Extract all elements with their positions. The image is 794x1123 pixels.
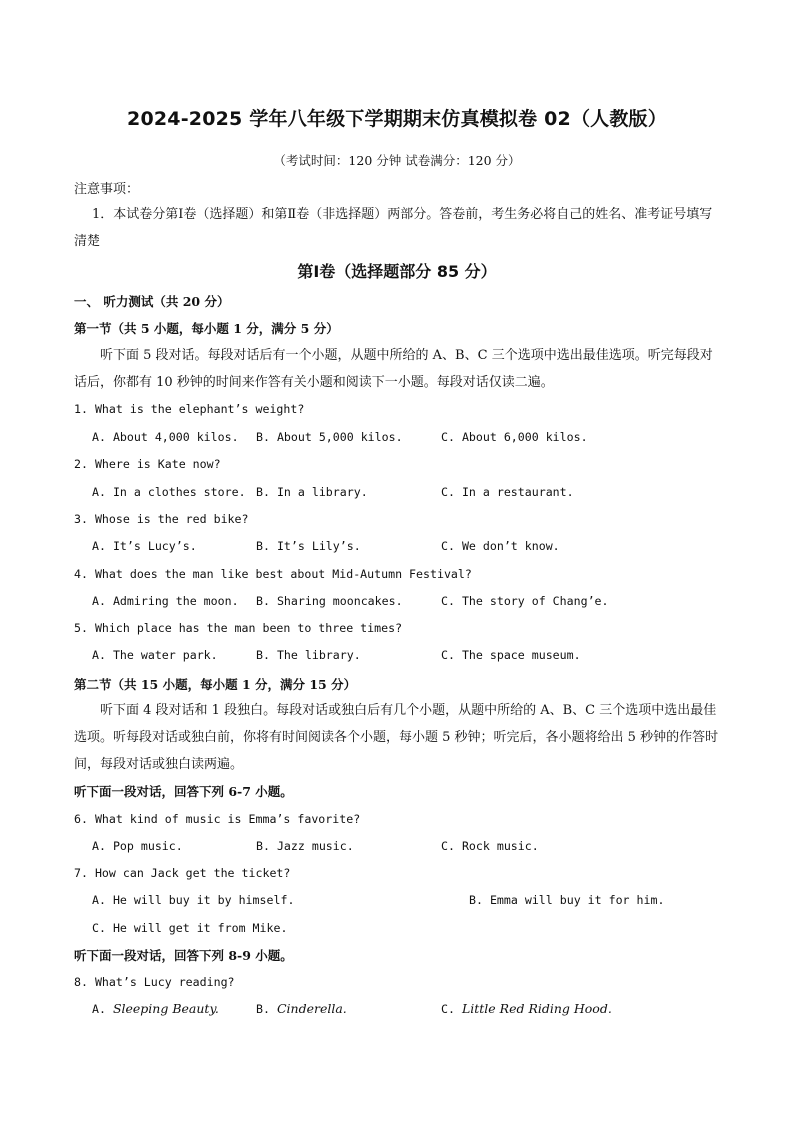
question-4-option-c: C. The story of Chang’e. xyxy=(441,594,609,608)
notice-item-1: 1．本试卷分第Ⅰ卷（选择题）和第Ⅱ卷（非选择题）两部分。答卷前，考生务必将自己的姓名、准考证号填写清楚 xyxy=(74,207,713,249)
option-a-text: Sleeping Beauty. xyxy=(112,1001,219,1016)
exam-subtitle: （考试时间：120 分钟 试卷满分：120 分） xyxy=(273,153,521,168)
question-7: 7. How can Jack get the ticket? xyxy=(74,866,291,880)
question-1: 1. What is the elephant’s weight? xyxy=(74,402,305,416)
option-b-text: Cinderella. xyxy=(276,1001,347,1016)
question-6-option-c: C. Rock music. xyxy=(441,839,539,853)
question-2: 2. Where is Kate now? xyxy=(74,457,221,471)
question-3-option-c: C. We don’t know. xyxy=(441,539,560,553)
section1-part1-title: 第一节（共 5 小题，每小题 1 分，满分 5 分） xyxy=(74,321,339,336)
part1-title: 第Ⅰ卷（选择题部分 85 分） xyxy=(297,262,497,281)
group-1-heading: 听下面一段对话，回答下列 6-7 小题。 xyxy=(74,784,293,799)
question-5-option-c: C. The space museum. xyxy=(441,648,581,662)
question-6: 6. What kind of music is Emma’s favorite? xyxy=(74,812,361,826)
question-4-option-a: A. Admiring the moon. xyxy=(92,594,239,608)
question-4-option-b: B. Sharing mooncakes. xyxy=(256,594,403,608)
option-c-letter: C. xyxy=(441,1002,455,1016)
option-b-letter: B. xyxy=(256,1002,270,1016)
question-7-option-b: B. Emma will buy it for him. xyxy=(469,893,665,907)
question-3-option-b: B. It’s Lily’s. xyxy=(256,539,361,553)
section1-part1-instructions: 听下面 5 段对话。每段对话后有一个小题，从题中所给的 A、B、C 三个选项中选出最佳选项。听完每段对话后，你都有 10 秒钟的时间来作答有关小题和阅读下一小题。每段对话仅读二遍。 xyxy=(74,348,713,390)
question-8-option-b xyxy=(256,1001,347,1016)
section1-part2-title: 第二节（共 15 小题，每小题 1 分，满分 15 分） xyxy=(74,677,357,692)
question-8: 8. What’s Lucy reading? xyxy=(74,975,235,989)
question-6-option-b: B. Jazz music. xyxy=(256,839,354,853)
option-c-text: Little Red Riding Hood. xyxy=(461,1001,612,1016)
question-7-option-c: C. He will get it from Mike. xyxy=(92,921,288,935)
question-2-option-a: A. In a clothes store. xyxy=(92,485,246,499)
question-6-option-a: A. Pop music. xyxy=(92,839,183,853)
question-3-option-a: A. It’s Lucy’s. xyxy=(92,539,197,553)
section1-title: 一、 听力测试（共 20 分） xyxy=(74,294,230,309)
question-1-option-b: B. About 5,000 kilos. xyxy=(256,430,403,444)
question-7-option-a: A. He will buy it by himself. xyxy=(92,893,295,907)
section1-part2-instructions: 听下面 4 段对话和 1 段独白。每段对话或独白后有几个小题，从题中所给的 A、B、C 三个选项中选出最佳选项。听每段对话或独白前，你将有时间阅读各个小题，每小题 5 秒钟；听完后，各小题将给出 5 秒钟的作答时间，每段对话或独白读两遍。 xyxy=(74,703,719,772)
option-a-letter: A. xyxy=(92,1002,106,1016)
exam-title: 2024-2025 学年八年级下学期期末仿真模拟卷 02（人教版） xyxy=(127,108,667,130)
question-1-option-a: A. About 4,000 kilos. xyxy=(92,430,239,444)
question-1-option-c: C. About 6,000 kilos. xyxy=(441,430,588,444)
question-5: 5. Which place has the man been to three times? xyxy=(74,621,403,635)
question-8-option-a xyxy=(92,1001,219,1016)
notice-label: 注意事项： xyxy=(74,182,140,197)
question-8-option-c xyxy=(441,1001,612,1016)
question-5-option-b: B. The library. xyxy=(256,648,361,662)
group-2-heading: 听下面一段对话，回答下列 8-9 小题。 xyxy=(74,948,293,963)
question-3: 3. Whose is the red bike? xyxy=(74,512,249,526)
question-2-option-b: B. In a library. xyxy=(256,485,368,499)
question-4: 4. What does the man like best about Mid-Autumn Festival? xyxy=(74,567,472,581)
question-2-option-c: C. In a restaurant. xyxy=(441,485,574,499)
question-5-option-a: A. The water park. xyxy=(92,648,218,662)
